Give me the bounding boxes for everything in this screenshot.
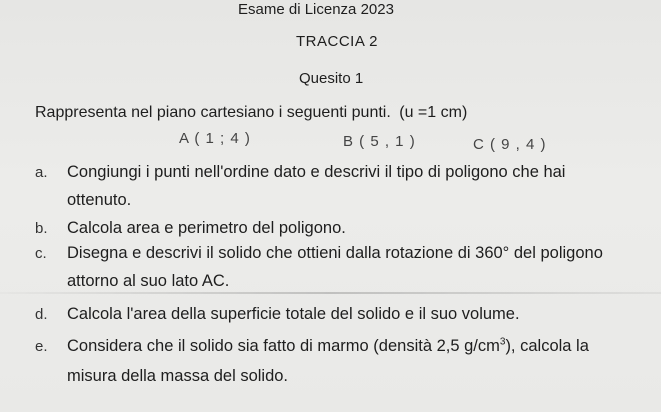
track-title: TRACCIA 2 [296,33,379,50]
exam-title: Esame di Licenza 2023 [238,1,394,18]
item-a-continued: ottenuto. [67,191,132,209]
unit-note: (u =1 cm) [399,104,468,121]
intro-line [35,104,467,122]
item-e-density: 2,5 g/cm [436,337,500,355]
page-fold-shadow [0,292,661,294]
point-a: A ( 1 ; 4 ) [179,130,251,147]
item-e-text-post: ), calcola la [505,337,589,355]
question-title: Quesito 1 [299,70,364,87]
point-b: B ( 5 , 1 ) [343,133,416,150]
item-a-letter: a. [35,164,48,181]
item-a [35,163,565,182]
point-c: C ( 9 , 4 ) [473,136,547,153]
item-d-text: Calcola l'area della superficie totale del solido e il suo volume. [67,305,520,323]
item-e-continued: misura della massa del solido. [67,367,289,385]
intro-text: Rappresenta nel piano cartesiano i seguenti punti. [35,104,391,121]
item-b [35,219,346,238]
item-c-text-pre: Disegna e descrivi il solido che ottieni dalla rotazione di [67,244,476,262]
item-e-text-pre: Considera che il solido sia fatto di marmo (densità [67,337,437,355]
item-c-text-post: del poligono [509,244,603,262]
item-d-letter: d. [35,306,48,323]
item-e [35,337,589,356]
item-b-text: Calcola area e perimetro del poligono. [67,219,346,237]
item-e-letter: e. [35,338,48,355]
item-a-text: Congiungi i punti nell'ordine dato e descrivi il tipo di poligono che hai [67,163,566,181]
item-c-letter: c. [35,245,47,262]
item-d [35,305,520,324]
item-c-angle: 360° [475,244,510,262]
item-c-continued: attorno al suo lato AC. [67,272,230,290]
item-b-letter: b. [35,220,48,237]
item-c [35,244,603,263]
item-e-density-exponent: 3 [499,336,506,348]
